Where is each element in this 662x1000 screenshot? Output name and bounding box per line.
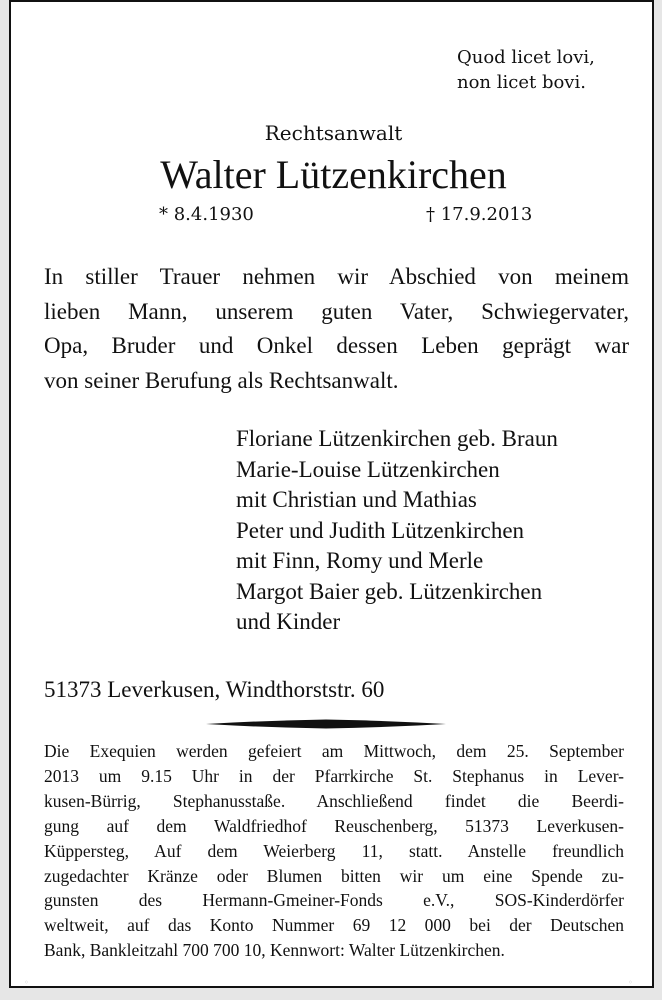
mourner-line: Floriane Lützenkirchen geb. Braun (236, 426, 558, 451)
mourning-text-line: In stiller Trauer nehmen wir Abschied von meinem (44, 264, 629, 289)
motto-line: Quod licet lovi, (457, 47, 595, 68)
motto-line: non licet bovi. (457, 72, 586, 93)
funeral-details (44, 739, 624, 963)
mourner-line: und Kinder (236, 609, 341, 634)
mourning-text (44, 260, 629, 398)
funeral-details-line: 2013 um 9.15 Uhr in der Pfarrkirche St. Stephanus in Lever- (44, 765, 624, 786)
death-date: † 17.9.2013 (426, 204, 533, 225)
funeral-details-line: Die Exequien werden gefeiert am Mittwoch, dem 25. September (44, 741, 624, 761)
ornamental-divider (206, 718, 446, 730)
corner-mark-icon: ◦ (24, 978, 29, 987)
address: 51373 Leverkusen, Windthorststr. 60 (44, 677, 385, 702)
mourner-line: Marie-Louise Lützenkirchen (236, 456, 500, 482)
mourner-line: Peter und Judith Lützenkirchen (236, 517, 525, 543)
funeral-details-line: kusen-Bürrig, Stephanusstaße. Anschließend findet die Beerdi- (44, 790, 624, 811)
motto (457, 45, 595, 95)
birth-date: * 8.4.1930 (159, 204, 254, 225)
mourners-list (236, 424, 558, 638)
deceased-name: Walter Lützenkirchen (160, 152, 507, 197)
mourner-line: mit Finn, Romy und Merle (236, 548, 484, 573)
profession: Rechtsanwalt (264, 121, 403, 145)
funeral-details-line: gunsten des Hermann-Gmeiner-Fonds e.V., SOS-Kinderdörfer (44, 890, 624, 911)
mourning-text-line: Opa, Bruder und Onkel dessen Leben geprägt war (44, 333, 629, 358)
funeral-details-line: weltweit, auf das Konto Nummer 69 12 000 bei der Deutschen (44, 915, 624, 936)
funeral-details-line: Küppersteg, Auf dem Weierberg 11, statt. Anstelle freundlich (44, 840, 624, 861)
mourner-line: Margot Baier geb. Lützenkirchen (236, 578, 543, 604)
funeral-details-line: zugedachter Kränze oder Blumen bitten wir um eine Spende zu- (44, 865, 624, 886)
mourning-text-line: lieben Mann, unserem guten Vater, Schwiegervater, (44, 298, 629, 324)
funeral-details-line: gung auf dem Waldfriedhof Reuschenberg, 51373 Leverkusen- (44, 815, 624, 836)
corner-mark-icon: ◦ (628, 978, 633, 987)
funeral-details-line: Bank, Bankleitzahl 700 700 10, Kennwort: Walter Lützenkirchen. (44, 940, 505, 961)
obituary-notice (9, 0, 654, 988)
mourning-text-line: von seiner Berufung als Rechtsanwalt. (44, 367, 399, 393)
mourner-line: mit Christian und Mathias (236, 487, 477, 512)
